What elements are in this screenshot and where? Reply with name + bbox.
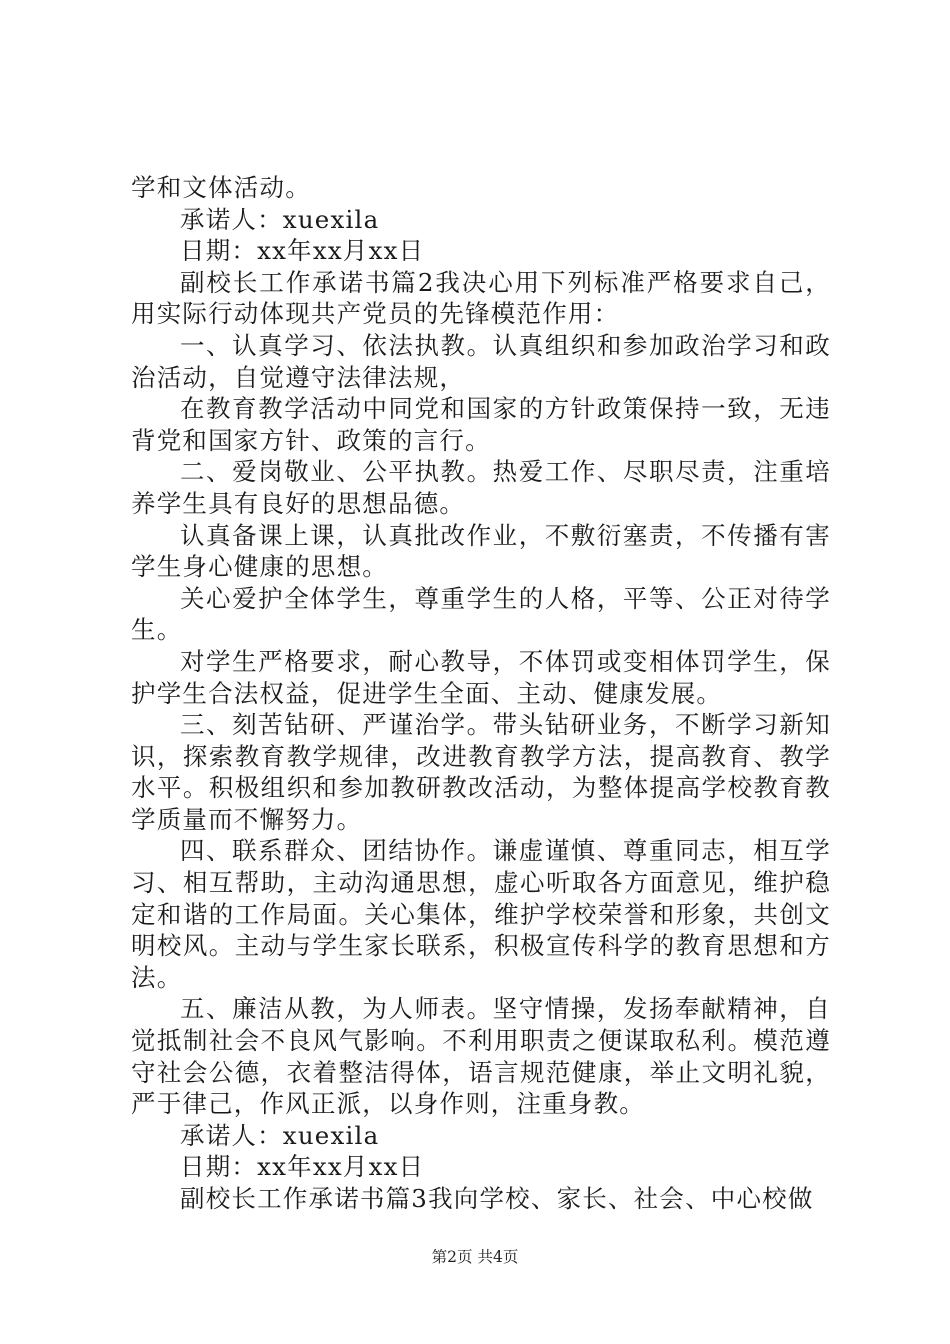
paragraph: 副校长工作承诺书篇3我向学校、家长、社会、中心校做 [180,1184,814,1213]
paragraph: 副校长工作承诺书篇2我决心用下列标准严格要求自己，用实际行动体现共产党员的先锋模范作用： [131,267,831,329]
paragraph: 四、联系群众、团结协作。谦虚谨慎、尊重同志，相互学习、相互帮助，主动沟通思想，虚心听取各方面意见，维护稳定和谐的工作局面。关心集体，维护学校荣誉和形象，共创文明校风。主动与学生家长联系，积极宣传科学的教育思想和方法。 [131,836,831,992]
date-line: 日期：xx年xx月xx日 [180,1152,425,1182]
paragraph: 二、爱岗敬业、公平执教。热爱工作、尽职尽责，注重培养学生具有良好的思想品德。 [131,457,831,518]
paragraph: 五、廉洁从教，为人师表。坚守情操，发扬奉献精神，自觉抵制社会不良风气影响。不利用职责之便谋取私利。模范遵守社会公德，衣着整洁得体，语言规范健康，举止文明礼貌，严于律己，作风正派，以身作则，注重身教。 [131,994,831,1119]
date-line: 日期：xx年xx月xx日 [180,236,425,266]
paragraph: 在教育教学活动中同党和国家的方针政策保持一致，无违背党和国家方针、政策的言行。 [131,394,831,455]
paragraph: 认真备课上课，认真批改作业，不敷衍塞责，不传播有害学生身心健康的思想。 [131,520,831,582]
signer-line: 承诺人：xuexila [180,1120,380,1150]
document-body [131,172,831,1215]
page-number: 第2页 共4页 [431,1248,519,1266]
paragraph: 一、认真学习、依法执教。认真组织和参加政治学习和政治活动，自觉遵守法律法规， [131,330,831,392]
paragraph: 对学生严格要求，耐心教导，不体罚或变相体罚学生，保护学生合法权益，促进学生全面、主动、健康发展。 [131,646,831,708]
paragraph: 关心爱护全体学生，尊重学生的人格，平等、公正对待学生。 [131,583,831,645]
paragraph: 学和文体活动。 [131,173,311,202]
paragraph: 三、刻苦钻研、严谨治学。带头钻研业务，不断学习新知识，探索教育教学规律，改进教育教学方法，提高教育、教学水平。积极组织和参加教研教改活动，为整体提高学校教育教学质量而不懈努力。 [131,710,831,834]
signer-line: 承诺人：xuexila [180,204,380,234]
